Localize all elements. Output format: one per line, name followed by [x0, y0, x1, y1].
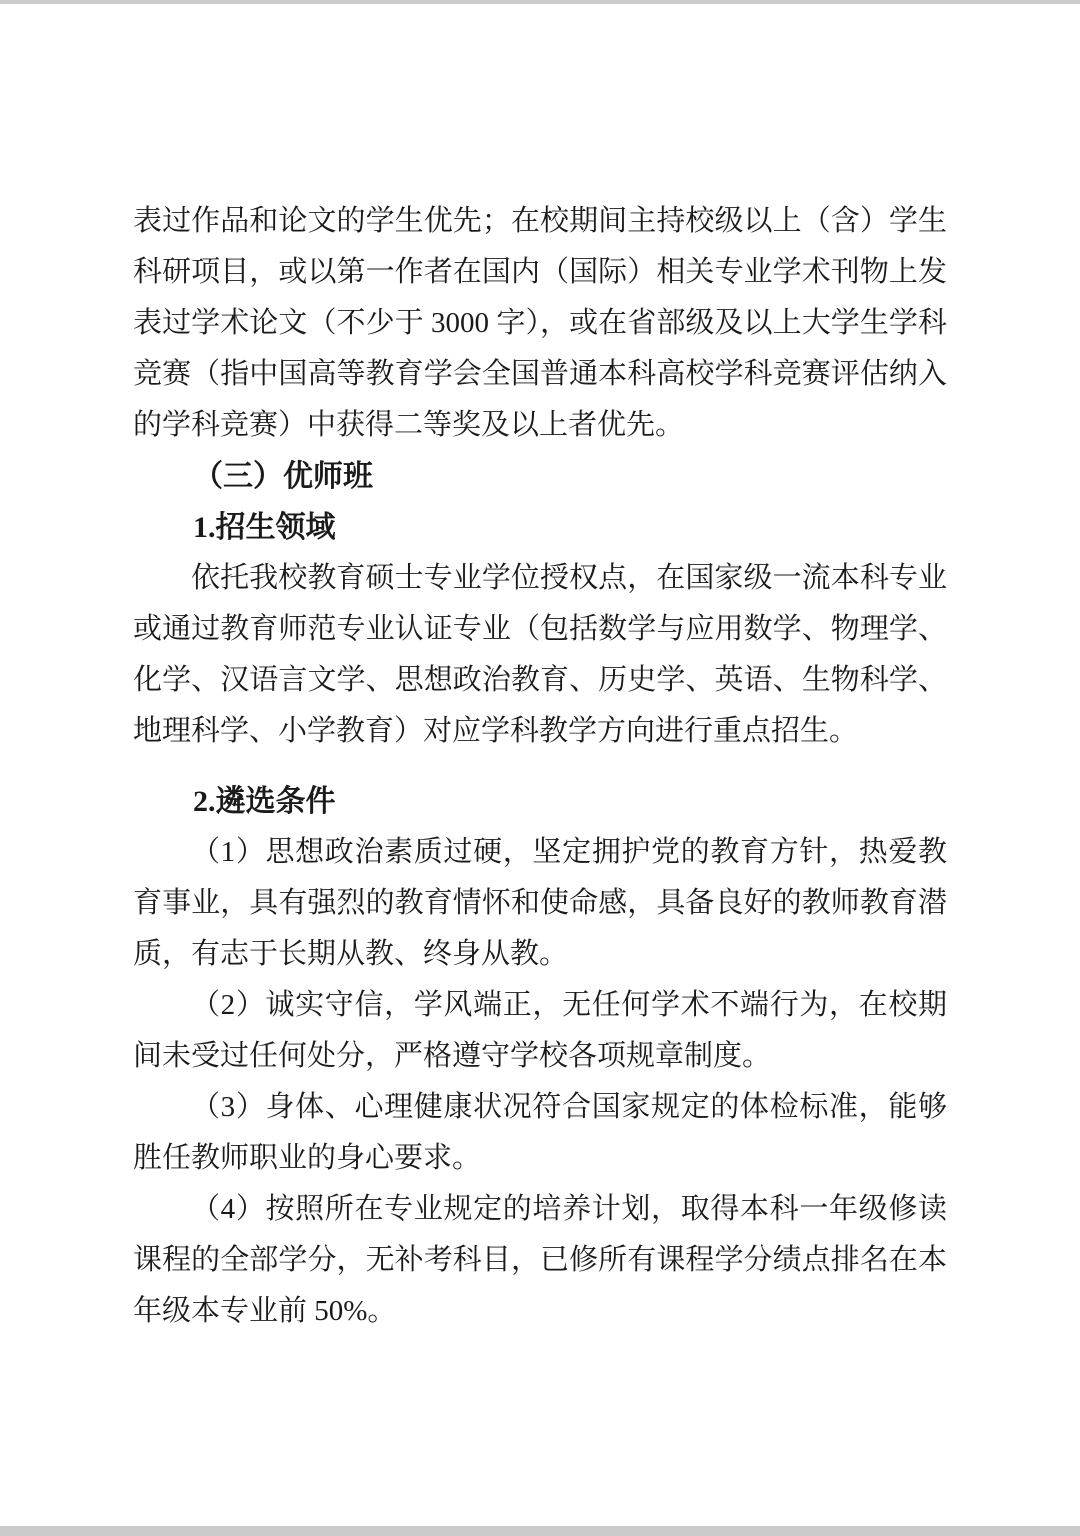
- paragraph-criterion-1-political-quality: （1）思想政治素质过硬，坚定拥护党的教育方针，热爱教育事业，具有强烈的教育情怀和使命感，具备良好的教师教育潜质，有志于长期从教、终身从教。: [133, 836, 947, 970]
- section-heading-youshi-class: （三）优师班: [193, 460, 373, 493]
- paragraph-criterion-2-integrity: （2）诚实守信，学风端正，无任何学术不端行为，在校期间未受过任何处分，严格遵守学校各项规章制度。: [133, 989, 947, 1072]
- subheading-selection-criteria: 2.遴选条件: [193, 785, 336, 818]
- paragraph-enrollment-fields: 依托我校教育硕士专业学位授权点，在国家级一流本科专业或通过教育师范专业认证专业（包括数学与应用数学、物理学、化学、汉语言文学、思想政治教育、历史学、英语、生物科学、地理科学、小学教育）对应学科教学方向进行重点招生。: [133, 562, 947, 747]
- subheading-enrollment-fields: 1.招生领域: [193, 511, 336, 544]
- paragraph-criterion-4-credits: （4）按照所在专业规定的培养计划，取得本科一年级修读课程的全部学分，无补考科目，已修所有课程学分绩点排名在本年级本专业前 50%。: [133, 1193, 947, 1327]
- paragraph-continuation-priority-criteria: 表过作品和论文的学生优先；在校期间主持校级以上（含）学生科研项目，或以第一作者在国内（国际）相关专业学术刊物上发表过学术论文（不少于 3000 字），或在省部级及以上大学生学科竞赛（指中国高等教育学会全国普通本科高校学科竞赛评估纳入的学科竞赛）中获得二等奖及以上者优先。: [133, 205, 947, 441]
- viewport-bottom-edge: [0, 1526, 1080, 1536]
- paragraph-criterion-3-health: （3）身体、心理健康状况符合国家规定的体检标准，能够胜任教师职业的身心要求。: [133, 1091, 947, 1174]
